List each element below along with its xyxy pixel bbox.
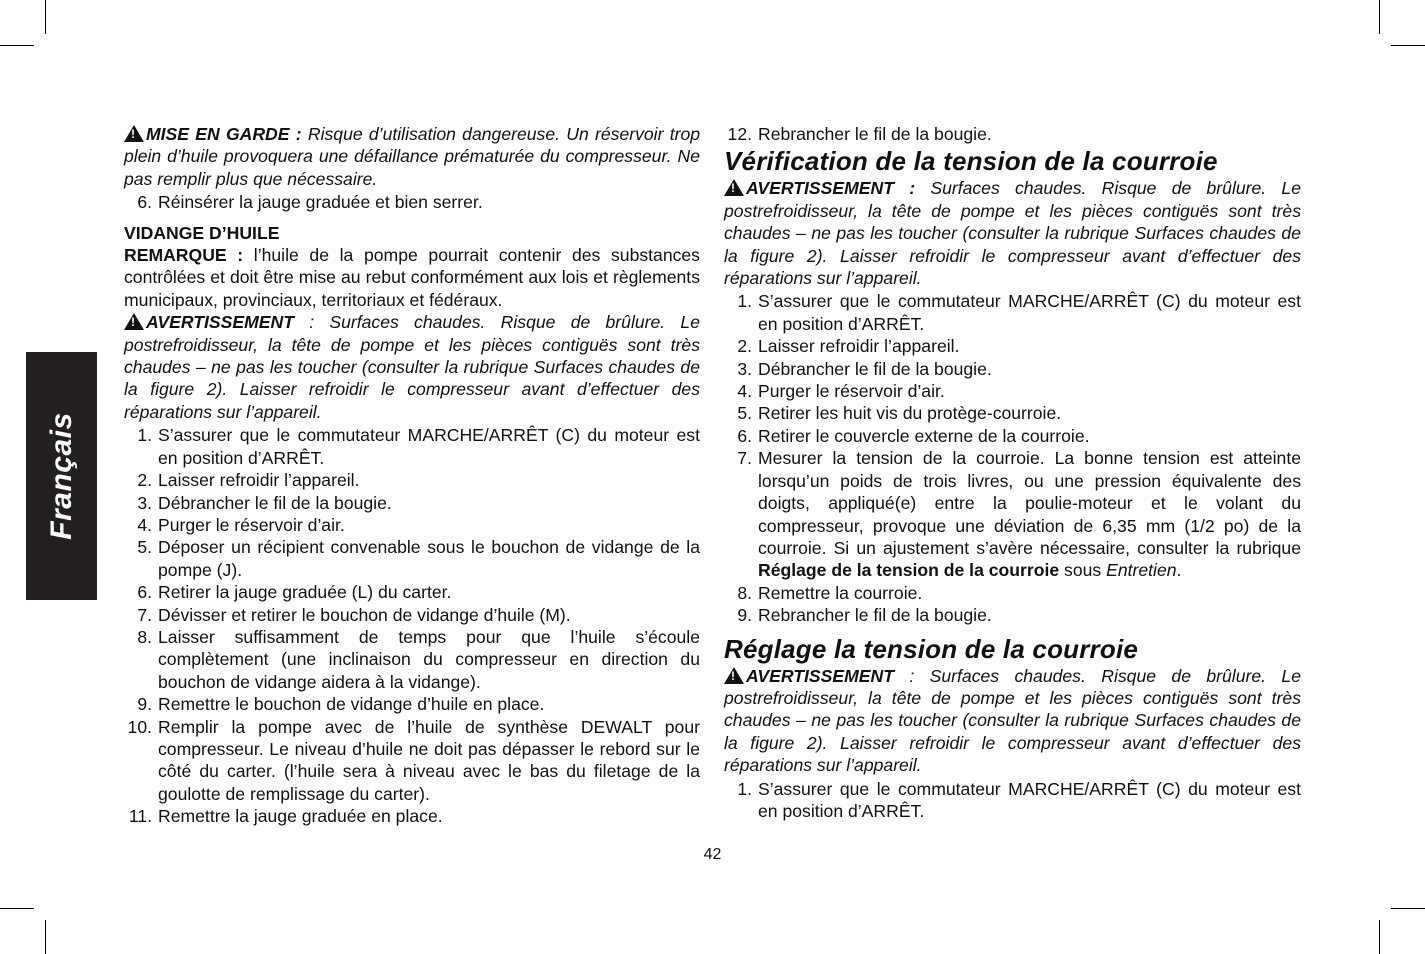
list-text: Remplir la pompe avec de l’huile de synthèse DEWALT pour compresseur. Le niveau d’huile ne doit pas dépasser le rebord sur le côté du carter. (l’huile sera à niveau avec le bas du filetage de la goulotte de remplissage du carter). [158,716,700,804]
list-number: 6. [137,582,152,603]
list-item [724,402,1301,424]
list-number: 7. [737,448,752,469]
list-item [124,469,700,491]
warning-triangle-icon [124,313,144,330]
list-item [724,604,1301,626]
list-item [124,604,700,626]
list-number: 3. [737,358,752,379]
list-text: Réinsérer la jauge graduée et bien serrer. [158,192,483,213]
list-number: 4. [137,514,152,535]
belt-adjust-steps [724,778,1301,823]
list-item [124,716,700,806]
list-number: 5. [737,403,752,424]
list-item [124,581,700,603]
list-text: Remettre la courroie. [758,582,923,603]
list-text: S’assurer que le commutateur MARCHE/ARRÊT (C) du moteur est en position d’ARRÊT. [758,778,1301,821]
warning-triangle-icon [124,125,144,142]
list-item [124,693,700,715]
list-item [124,191,700,213]
list-number: 1. [737,778,752,799]
cross-reference-bold: Réglage de la tension de la courroie [758,560,1060,581]
list-text: Laisser refroidir l’appareil. [758,336,960,357]
remark-label: REMARQUE : [124,245,244,266]
list-number: 1. [737,291,752,312]
remark-text: l’huile de la pompe pourrait contenir des substances contrôlées et doit être mise au rebut conformément aux lois et règlements municipaux, provinciaux, territoriaux et fédéraux. [124,245,700,310]
list-item [724,290,1301,335]
list-text: Remettre le bouchon de vidange d’huile en place. [158,694,545,715]
right-column [724,123,1301,822]
list-number: 10. [127,716,152,737]
warning-note [724,665,1301,777]
crop-mark [0,45,34,46]
warning-note [124,311,700,423]
list-text: Laisser suffisamment de temps pour que l’huile s’écoule complètement (une inclinaison du compresseur en direction du bouchon de vidange aidera à la vidange). [158,626,700,692]
list-text: Remettre la jauge graduée en place. [158,806,443,827]
list-number: 5. [137,537,152,558]
crop-mark [1391,908,1425,909]
list-number: 3. [137,492,152,513]
list-number: 9. [737,605,752,626]
list-text: Débrancher le fil de la bougie. [758,358,992,379]
list-text-end: . [1176,560,1182,581]
remark-note [124,244,700,311]
list-text: Purger le réservoir d’air. [158,514,345,535]
list-text: Débrancher le fil de la bougie. [158,492,392,513]
list-number: 12. [727,124,752,144]
language-tab-label: Français [44,412,78,540]
list-item [124,626,700,693]
list-number: 6. [737,425,752,446]
list-item [124,514,700,536]
list-text: Retirer le couvercle externe de la courroie. [758,425,1090,446]
crop-mark [45,0,46,34]
list-number: 8. [737,582,752,603]
crop-mark [45,920,46,954]
list-number: 4. [737,381,752,402]
warning-triangle-icon [724,179,744,196]
crop-mark [1379,920,1380,954]
list-text-connector: sous [1064,560,1102,581]
section-heading: Réglage la tension de la courroie [724,633,1139,664]
crop-mark [0,908,34,909]
warning-label: AVERTISSEMENT [746,665,894,686]
list-number: 6. [137,192,152,213]
crop-mark [1391,45,1425,46]
list-number: 11. [128,806,152,827]
warning-note [724,177,1301,289]
caution-note [124,123,700,190]
list-item [724,447,1301,581]
list-item [724,380,1301,402]
list-text: Déposer un récipient convenable sous le bouchon de vidange de la pompe (J). [158,537,700,580]
belt-check-steps [724,290,1301,626]
list-text: S’assurer que le commutateur MARCHE/ARRÊT (C) du moteur est en position d’ARRÊT. [158,425,700,468]
caution-label: MISE EN GARDE : [146,124,302,144]
list-item [124,536,700,581]
section-heading: Vérification de la tension de la courroie [724,146,1218,177]
list-text: Laisser refroidir l’appareil. [158,470,360,491]
caution-text: Risque d’utilisation dangereuse. Un réservoir trop plein d’huile provoquera une défaillance prématurée du compresseur. Ne pas remplir plus que nécessaire. [124,124,701,189]
warning-label: AVERTISSEMENT [146,312,294,333]
list-text: Rebrancher le fil de la bougie. [758,124,992,144]
list-item [724,358,1301,380]
list-item [724,425,1301,447]
list-number: 1. [137,425,152,446]
list-number: 8. [137,626,152,647]
crop-mark [1379,0,1380,34]
list-number: 2. [137,470,152,491]
list-item [724,123,1301,145]
list-text: Retirer les huit vis du protège-courroie. [758,403,1062,424]
warning-text: : Surfaces chaudes. Risque de brûlure. Le postrefroidisseur, la tête de pompe et les pièces contiguës sont très chaudes – ne pas les toucher (consulter la rubrique Surfaces chaudes de la figure 2). Laisser refroidir le compresseur avant d’effectuer des réparations sur l’appareil. [124,312,700,422]
list-text: Mesurer la tension de la courroie. La bonne tension est atteinte lorsqu’un poids de trois livres, ou une pression équivalente des doigts, appliqué(e) entre la poulie-moteur et le volant du compresseur, provoque une déviation de 6,35 mm (1/2 po) de la courroie. Si un ajustement s’avère nécessaire, consulter la rubrique [758,448,1301,558]
list-item [124,805,700,827]
section-title: VIDANGE D’HUILE [124,222,280,243]
list-number: 9. [137,694,152,715]
list-text: Retirer la jauge graduée (L) du carter. [158,582,452,603]
warning-text: : Surfaces chaudes. Risque de brûlure. Le postrefroidisseur, la tête de pompe et les pièces contiguës sont très chaudes – ne pas les toucher (consulter la rubrique Surfaces chaudes de la figure 2). Laisser refroidir le compresseur avant d’effectuer des réparations sur l’appareil. [724,665,1301,776]
list-text: Purger le réservoir d’air. [758,381,945,402]
list-number: 7. [137,604,152,625]
list-text: Rebrancher le fil de la bougie. [758,605,992,626]
oil-change-steps [124,424,700,827]
left-column [124,123,700,828]
list-text: S’assurer que le commutateur MARCHE/ARRÊT (C) du moteur est en position d’ARRÊT. [758,291,1301,334]
list-item [124,424,700,469]
list-item [724,335,1301,357]
cross-reference-italic: Entretien [1106,560,1177,581]
list-item [124,492,700,514]
warning-triangle-icon [724,667,744,684]
list-item [724,582,1301,604]
warning-text: Surfaces chaudes. Risque de brûlure. Le postrefroidisseur, la tête de pompe et les pièces contiguës sont très chaudes – ne pas les toucher (consulter la rubrique Surfaces chaudes de la figure 2). Laisser refroidir le compresseur avant d’effectuer des réparations sur l’appareil. [724,178,1302,289]
page-number: 42 [703,846,722,863]
list-number: 2. [737,336,752,357]
warning-label: AVERTISSEMENT : [746,178,916,199]
list-text: Dévisser et retirer le bouchon de vidange d’huile (M). [158,604,571,625]
language-tab [26,352,97,600]
list-item [724,778,1301,823]
